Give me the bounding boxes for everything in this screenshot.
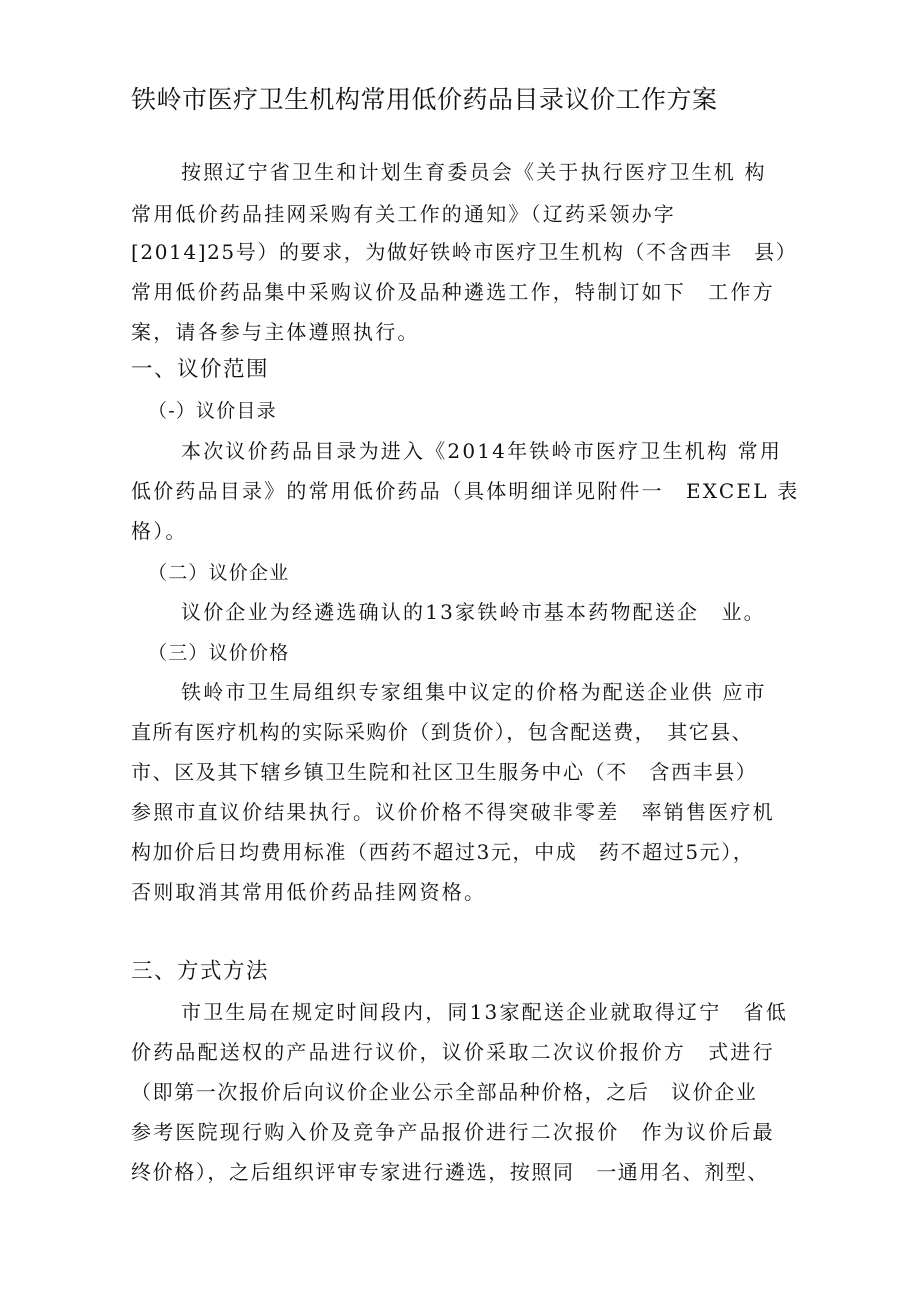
paragraph-line: 参考医院现行购入价及竞争产品报价进行二次报价 作为议价后最 (131, 1120, 775, 1144)
subsection-heading: （二）议价企业 (148, 562, 290, 584)
paragraph-line: 参照市直议价结果执行。议价价格不得突破非零差 率销售医疗机 (131, 800, 775, 824)
paragraph-line: 市、区及其下辖乡镇卫生院和社区卫生服务中心（不 含西丰县） (131, 760, 758, 784)
paragraph-line: 案，请各参与主体遵照执行。 (131, 320, 420, 344)
paragraph-line: （即第一次报价后向议价企业公示全部品种价格，之后 议价企业 (131, 1080, 758, 1104)
subsection-heading: （三）议价价格 (148, 642, 290, 664)
paragraph-line: 直所有医疗机构的实际采购价（到货价），包含配送费， 其它县、 (131, 720, 753, 744)
paragraph-line: 常用低价药品挂网采购有关工作的通知》（辽药采领办字 (131, 202, 676, 226)
document-title: 铁岭市医疗卫生机构常用低价药品目录议价工作方案 (131, 85, 718, 114)
paragraph-line: 本次议价药品目录为进入《2014年铁岭市医疗卫生机构 常用 (181, 439, 783, 463)
paragraph-line: 铁岭市卫生局组织专家组集中议定的价格为配送企业供 应市 (181, 680, 767, 704)
paragraph-line: 议价企业为经遴选确认的13家铁岭市基本药物配送企 业。 (181, 600, 766, 624)
paragraph-line: 低价药品目录》的常用低价药品（具体明细详见附件一 EXCEL 表 (131, 479, 800, 503)
paragraph-line: 格）。 (131, 519, 188, 543)
paragraph-line: 否则取消其常用低价药品挂网资格。 (131, 880, 487, 904)
paragraph-line: 市卫生局在规定时间段内，同13家配送企业就取得辽宁 省低 (181, 1000, 789, 1024)
paragraph-line: 常用低价药品集中采购议价及品种遴选工作，特制订如下 工作方 (131, 280, 775, 304)
paragraph-line: 构加价后日均费用标准（西药不超过3元，中成 药不超过5元）， (131, 840, 755, 864)
paragraph-line: 价药品配送权的产品进行议价，议价采取二次议价报价方 式进行 (131, 1040, 775, 1064)
paragraph-line: 按照辽宁省卫生和计划生育委员会《关于执行医疗卫生机 构 (181, 160, 767, 184)
section-heading: 三、方式方法 (131, 959, 270, 984)
paragraph-line: [2014]25号）的要求，为做好铁岭市医疗卫生机构（不含西丰 县） (131, 240, 798, 264)
subsection-heading: （-）议价目录 (148, 400, 277, 422)
section-heading: 一、议价范围 (131, 357, 270, 382)
paragraph-line: 终价格），之后组织评审专家进行遴选，按照同 一通用名、剂型、 (131, 1160, 769, 1184)
